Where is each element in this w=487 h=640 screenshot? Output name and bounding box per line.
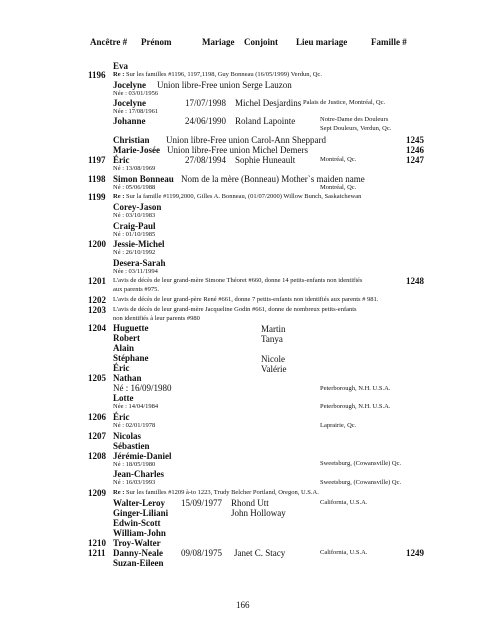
name-craig-paul: Craig-Paul <box>113 221 156 231</box>
spouse-danny-neale: Janet C. Stacy <box>234 548 286 558</box>
name-eric-1: Éric <box>113 155 130 165</box>
header-mariage: Mariage <box>202 37 235 47</box>
place-walter-leroy: California, U.S.A. <box>320 499 368 506</box>
birth-jocelyne-1: Née : 03/01/1956 <box>113 90 159 97</box>
ancestor-number-1199: 1199 <box>88 192 106 202</box>
birth-jeremie-daniel: Né : 18/05/1980 <box>113 461 156 468</box>
date-eric-1: 27/08/1994 <box>185 155 227 165</box>
birth-simon: Né : 05/06/1988 <box>113 184 156 191</box>
name-lotte: Lotte <box>113 393 134 403</box>
name-christian: Christian <box>113 135 150 145</box>
ancestor-number-1204: 1204 <box>88 323 106 333</box>
page-number: 166 <box>236 600 250 610</box>
ancestor-number-1200: 1200 <box>88 239 106 249</box>
name-stephane: Stéphane <box>113 353 149 363</box>
place-johanne-line1: Notre-Dame des Douleurs <box>320 116 389 123</box>
place-johanne-line2: Sept Douleurs, Verdun, Qc. <box>320 125 392 132</box>
birth-nathan: Né : 16/09/1980 <box>113 383 172 393</box>
re-text: Sur la famille #1199,2000, Gilles A. Bonneau, (01/07/2000) Willow Bunch, Saskatchewan <box>126 193 362 200</box>
place-nathan: Peterborough, N.H. U.S.A. <box>320 385 391 392</box>
death-notice-1203-line2: non identifiés à leur parents #980 <box>113 315 200 322</box>
spouse-eric-1: Sophie Huneault <box>235 155 296 165</box>
name-nathan: Nathan <box>113 373 142 383</box>
maiden-name-note: Nom de la mère (Bonneau) Mother`s maiden name <box>181 174 365 184</box>
place-jeremie-daniel: Sweetsburg, (Cowansville) Qc. <box>320 460 402 467</box>
union-jocelyne-1: Union libre-Free union Serge Lauzon <box>157 80 292 90</box>
spouse-walter-leroy: Rhond Utt <box>231 498 269 508</box>
death-notice-1201-line1: L'avis de décès de leur grand-mère Simone Théoret #660, donne 14 petits-enfants non identifiés <box>113 277 363 284</box>
ancestor-number-1208: 1208 <box>88 451 106 461</box>
header-ancetre: Ancêtre # <box>90 37 128 47</box>
name-johanne: Johanne <box>113 116 146 126</box>
date-jocelyne-2: 17/07/1998 <box>185 98 227 108</box>
place-eric-3: Laprairie, Qc. <box>320 422 357 429</box>
name-sebastien: Sébastien <box>113 441 150 451</box>
name-jeremie-daniel: Jérémie-Daniel <box>113 451 172 461</box>
place-eric-1: Montréal, Qc. <box>320 156 357 163</box>
header-prenom: Prénom <box>141 37 172 47</box>
reference-note-1209 <box>113 490 319 497</box>
place-jean-charles: Sweetsburg, (Cowansville) Qc. <box>320 479 402 486</box>
date-danny-neale: 09/08/1975 <box>181 548 223 558</box>
ancestor-number-1202: 1202 <box>88 295 106 305</box>
name-marie-josee: Marie-Josée <box>113 145 160 155</box>
birth-jessie-michel: Né : 26/10/1992 <box>113 249 156 256</box>
name-eric-2: Éric <box>113 363 130 373</box>
death-notice-1203-line1: L'avis de décès de leur grand-mère Jacqueline Godin #661, donne de nombreux petits-enfants <box>113 306 357 313</box>
ancestor-number-1198: 1198 <box>88 174 106 184</box>
name-eric-3: Éric <box>113 412 130 422</box>
name-huguette: Huguette <box>113 323 149 333</box>
spouse-eric-2: Valérie <box>261 364 287 374</box>
header-conjoint: Conjoint <box>244 37 279 47</box>
ancestor-number-1206: 1206 <box>88 412 106 422</box>
name-walter-leroy: Walter-Leroy <box>113 498 165 508</box>
birth-eric-3: Né : 02/01/1978 <box>113 422 156 429</box>
place-jocelyne-2: Palais de Justice, Montréal, Qc. <box>303 99 386 106</box>
name-edwin-scott: Edwin-Scott <box>113 518 161 528</box>
spouse-ginger-liliani: John Holloway <box>231 508 286 518</box>
family-number-1246: 1246 <box>406 145 424 155</box>
name-eva: Eva <box>113 61 129 71</box>
place-simon: Montréal, Qc. <box>320 184 357 191</box>
ancestor-number-1209: 1209 <box>88 488 106 498</box>
name-jessie-michel: Jessie-Michel <box>113 239 165 249</box>
death-notice-1202: L'avis de décès de leur grand-père René #661, donne 7 petits-enfants non identifiés aux parents # 981. <box>113 296 379 303</box>
name-jean-charles: Jean-Charles <box>113 469 164 479</box>
reference-note-1199 <box>113 194 361 201</box>
name-corey-jason: Corey-Jason <box>113 202 162 212</box>
ancestor-number-1201: 1201 <box>88 276 106 286</box>
re-prefix: Re : <box>113 489 125 496</box>
date-walter-leroy: 15/09/1977 <box>181 498 223 508</box>
name-robert: Robert <box>113 333 140 343</box>
spouse-stephane: Nicole <box>261 354 285 364</box>
name-desera-sarah: Desera-Sarah <box>113 258 166 268</box>
birth-eric-1: Né : 13/08/1969 <box>113 165 156 172</box>
re-text: Sur les familles #1196, 1197,1198, Guy Bonneau (16/05/1999) Verdun, Qc. <box>126 71 322 78</box>
ancestor-number-1211: 1211 <box>88 548 106 558</box>
name-jocelyne-2: Jocelyne <box>113 98 146 108</box>
place-danny-neale: California, U.S.A. <box>320 549 368 556</box>
birth-jean-charles: Né : 16/03/1993 <box>113 479 156 486</box>
re-text: Sur les familles #1209 à-to 1223, Trudy Belcher Portland, Oregon, U.S.A. <box>126 489 319 496</box>
ancestor-number-1196: 1196 <box>88 70 106 80</box>
family-number-1249: 1249 <box>406 548 424 558</box>
family-number-1248: 1248 <box>406 276 424 286</box>
reference-note-1196 <box>113 72 322 79</box>
header-famille: Famille # <box>371 37 407 47</box>
re-prefix: Re : <box>113 71 125 78</box>
date-johanne: 24/06/1990 <box>185 116 227 126</box>
spouse-johanne: Roland Lapointe <box>235 116 296 126</box>
name-jocelyne-1: Jocelyne <box>113 80 146 90</box>
birth-corey-jason: Né : 03/10/1983 <box>113 212 156 219</box>
birth-lotte: Née : 14/04/1984 <box>113 403 159 410</box>
ancestor-number-1197: 1197 <box>88 155 106 165</box>
ancestor-number-1210: 1210 <box>88 538 106 548</box>
birth-jocelyne-2: Née : 17/08/1961 <box>113 108 159 115</box>
family-number-1247: 1247 <box>406 155 424 165</box>
spouse-jocelyne-2: Michel Desjardins <box>235 98 302 108</box>
name-ginger-liliani: Ginger-Liliani <box>113 508 169 518</box>
place-lotte: Peterborough, N.H. U.S.A. <box>320 403 391 410</box>
spouse-huguette: Martin <box>261 324 286 334</box>
name-troy-walter: Troy-Walter <box>113 538 161 548</box>
name-danny-neale: Danny-Neale <box>113 548 163 558</box>
union-marie-josee: Union libre-Free union Michel Demers <box>167 145 308 155</box>
header-lieu: Lieu mariage <box>296 37 348 47</box>
family-number-1245: 1245 <box>406 135 424 145</box>
death-notice-1201-line2: aux parents #975. <box>113 286 160 293</box>
name-alain: Alain <box>113 343 135 353</box>
name-suzan-eileen: Suzan-Eileen <box>113 558 164 568</box>
ancestor-number-1205: 1205 <box>88 373 106 383</box>
union-christian: Union libre-Free union Carol-Ann Sheppard <box>166 135 326 145</box>
birth-desera-sarah: Née : 03/11/1994 <box>113 268 158 275</box>
name-william-john: William-John <box>113 528 166 538</box>
re-prefix: Re : <box>113 193 125 200</box>
ancestor-number-1207: 1207 <box>88 431 106 441</box>
birth-craig-paul: Né : 01/10/1985 <box>113 231 156 238</box>
ancestor-number-1203: 1203 <box>88 305 106 315</box>
name-simon: Simon Bonneau <box>113 174 174 184</box>
spouse-robert: Tanya <box>261 334 283 344</box>
name-nicolas: Nicolas <box>113 431 141 441</box>
